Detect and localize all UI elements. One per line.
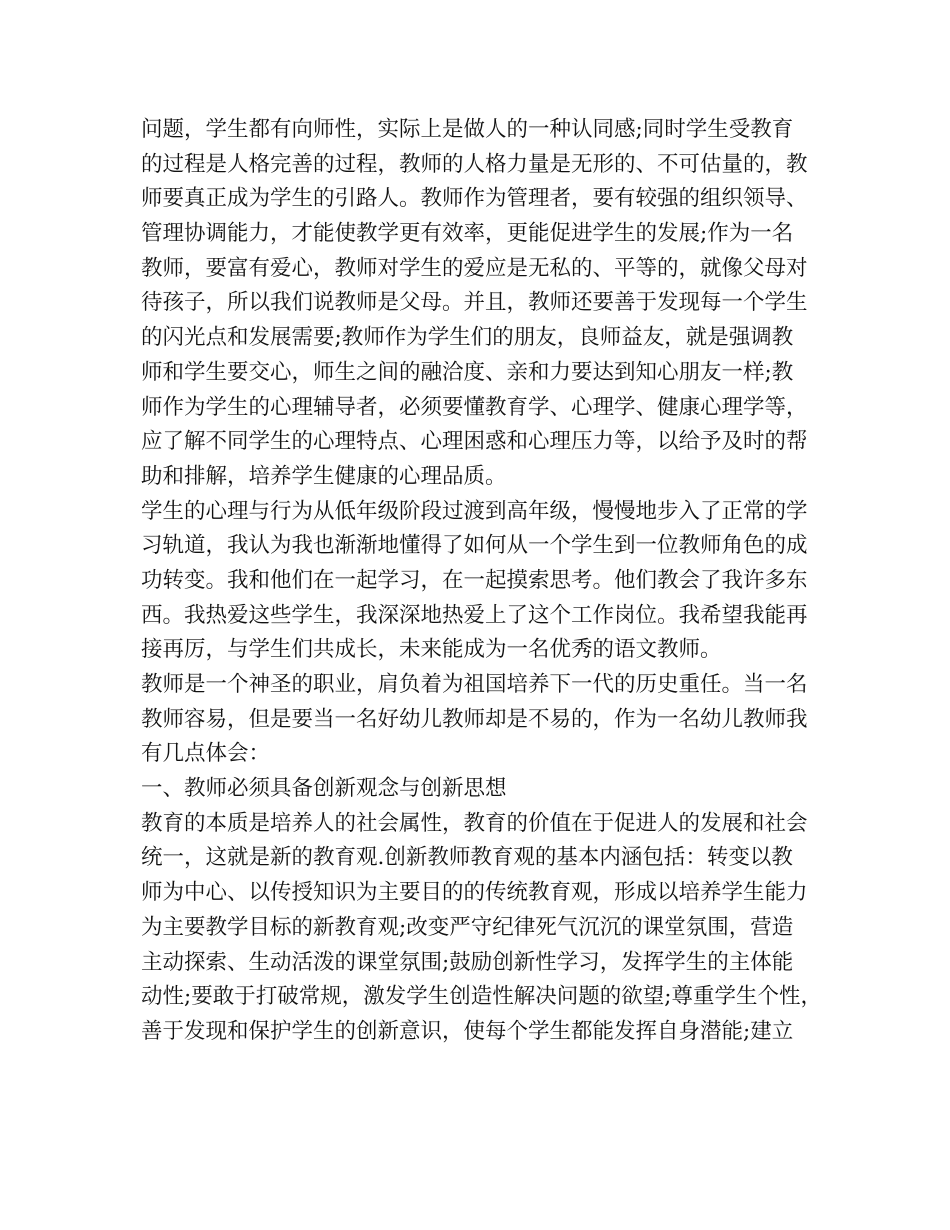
- text-line: 问题，学生都有向师性，实际上是做人的一种认同感;同时学生受教育: [141, 117, 794, 142]
- text-line: 教师容易，但是要当一名好幼儿教师却是不易的，作为一名幼儿教师我: [141, 706, 808, 732]
- text-line: 待孩子，所以我们说教师是父母。并且，教师还要善于发现每一个学生: [141, 290, 808, 316]
- text-line: 主动探索、生动活泼的课堂氛围;鼓励创新性学习，发挥学生的主体能: [141, 949, 794, 975]
- text-line: 师作为学生的心理辅导者，必须要懂教育学、心理学、健康心理学等，: [141, 394, 808, 420]
- text-line: 善于发现和保护学生的创新意识，使每个学生都能发挥自身潜能;建立: [141, 1018, 794, 1044]
- text-line: 西。我热爱这些学生，我深深地热爱上了这个工作岗位。我希望我能再: [141, 602, 808, 628]
- text-line: 接再厉，与学生们共成长，未来能成为一名优秀的语文教师。: [141, 637, 722, 663]
- text-line: 为主要教学目标的新教育观;改变严守纪律死气沉沉的课堂氛围，营造: [141, 914, 794, 940]
- body-text: [141, 113, 831, 1050]
- text-line: 的过程是人格完善的过程，教师的人格力量是无形的、不可估量的，教: [141, 151, 808, 177]
- text-line: 功转变。我和他们在一起学习，在一起摸索思考。他们教会了我许多东: [141, 567, 808, 593]
- section-heading: 一、教师必须具备创新观念与创新思想: [141, 776, 507, 802]
- text-line: 有几点体会：: [141, 741, 271, 767]
- text-line: 教师是一个神圣的职业，肩负着为祖国培养下一代的历史重任。当一名: [141, 672, 808, 697]
- text-line: 习轨道，我认为我也渐渐地懂得了如何从一个学生到一位教师角色的成: [141, 533, 808, 559]
- text-line: 教师，要富有爱心，教师对学生的爱应是无私的、平等的，就像父母对: [141, 255, 808, 281]
- text-line: 教育的本质是培养人的社会属性，教育的价值在于促进人的发展和社会: [141, 810, 808, 836]
- text-line: 动性;要敢于打破常规，激发学生创造性解决问题的欲望;尊重学生个性，: [141, 984, 822, 1010]
- text-line: 管理协调能力，才能使教学更有效率，更能促进学生的发展;作为一名: [141, 221, 794, 247]
- text-line: 师为中心、以传授知识为主要目的的传统教育观，形成以培养学生能力: [141, 880, 808, 906]
- text-line: 应了解不同学生的心理特点、心理困惑和心理压力等，以给予及时的帮: [141, 429, 808, 455]
- text-line: 师和学生要交心，师生之间的融洽度、亲和力要达到知心朋友一样;教: [141, 359, 794, 385]
- text-line: 统一，这就是新的教育观.创新教师教育观的基本内涵包括：转变以教: [141, 845, 793, 871]
- text-line: 的闪光点和发展需要;教师作为学生们的朋友，良师益友，就是强调教: [141, 325, 794, 351]
- text-line: 师要真正成为学生的引路人。教师作为管理者，要有较强的组织领导、: [141, 186, 808, 212]
- text-line: 学生的心理与行为从低年级阶段过渡到高年级，慢慢地步入了正常的学: [141, 498, 808, 524]
- text-line: 助和排解，培养学生健康的心理品质。: [141, 463, 507, 489]
